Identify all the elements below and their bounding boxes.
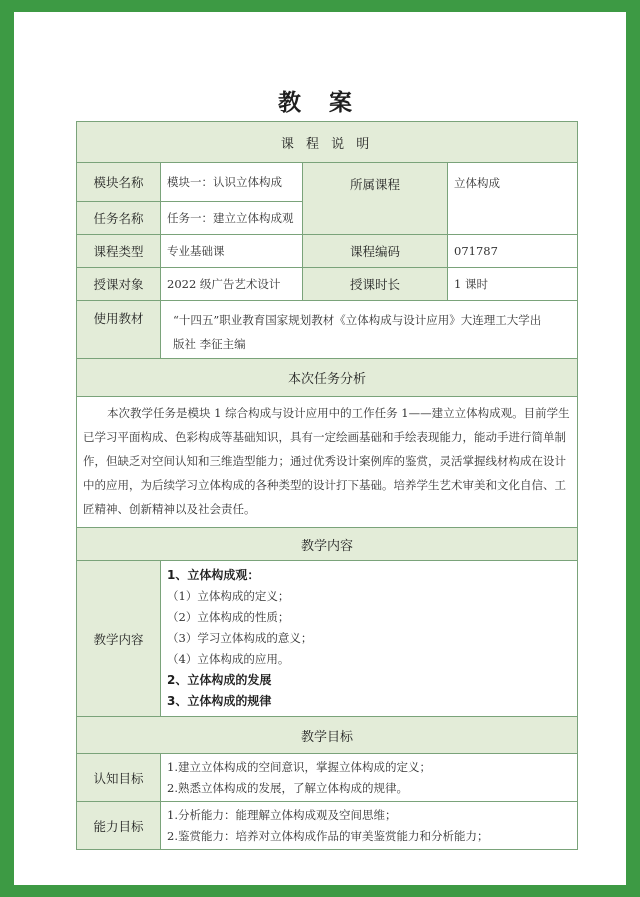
ability-list: [161, 802, 578, 850]
cognitive-label: 认知目标: [77, 754, 161, 802]
module-value: 模块一：认识立体构成: [161, 163, 303, 202]
task-analysis-header: 本次任务分析: [77, 359, 578, 397]
content-item: 1、立体构成观：: [167, 568, 260, 582]
textbook-value: [161, 301, 578, 359]
task-label: 任务名称: [77, 202, 161, 235]
task-value: 任务一：建立立体构成观: [161, 202, 303, 235]
content-item: （2）立体构成的性质；: [167, 610, 290, 624]
cognitive-item: 2.熟悉立体构成的发展，了解立体构成的规律。: [167, 780, 408, 795]
content-list: [161, 561, 578, 717]
content-item: （3）学习立体构成的意义；: [167, 631, 313, 645]
page-title: 教 案: [277, 89, 362, 116]
content-item: （4）立体构成的应用。: [167, 652, 290, 666]
cognitive-item: 1.建立立体构成的空间意识，掌握立体构成的定义；: [167, 759, 431, 774]
audience-value: 2022 级广告艺术设计: [161, 268, 303, 301]
content-item: 2、立体构成的发展: [167, 673, 272, 687]
audience-label: 授课对象: [77, 268, 161, 301]
content-item: 3、立体构成的规律: [167, 694, 272, 708]
type-label: 课程类型: [77, 235, 161, 268]
task-analysis-text: 本次教学任务是模块 1 综合构成与设计应用中的工作任务 1——建立立体构成观。目前学生已学习平面构成、色彩构成等基础知识，具有一定绘画基础和手绘表现能力，能动手进行简单制作，但缺乏对空间认知和三维造型能力；通过优秀设计案例库的鉴赏，灵活掌握线材构成在设计中的应用，为后续学习立体构成的各种类型的设计打下基础。培养学生艺术审美和文化自信、工匠精神、创新精神以及社会责任。: [77, 397, 578, 528]
lesson-plan-table: [76, 121, 578, 850]
course-value: 立体构成: [448, 163, 578, 235]
content-item: （1）立体构成的定义；: [167, 589, 290, 603]
course-label: 所属课程: [303, 163, 448, 235]
ability-item: 2.鉴赏能力：培养对立体构成作品的审美鉴赏能力和分析能力；: [167, 828, 489, 843]
textbook-line-2: 版社 李征主编: [173, 336, 246, 351]
content-header: 教学内容: [77, 528, 578, 561]
hours-label: 授课时长: [303, 268, 448, 301]
course-section-header: 课 程 说 明: [77, 122, 578, 163]
code-label: 课程编码: [303, 235, 448, 268]
textbook-label: 使用教材: [77, 301, 161, 359]
ability-item: 1.分析能力：能理解立体构成观及空间思维；: [167, 807, 397, 822]
cognitive-list: [161, 754, 578, 802]
textbook-line-1: “十四五”职业教育国家规划教材《立体构成与设计应用》大连理工大学出: [173, 312, 542, 327]
ability-label: 能力目标: [77, 802, 161, 850]
type-value: 专业基础课: [161, 235, 303, 268]
objectives-header: 教学目标: [77, 717, 578, 754]
hours-value: 1 课时: [448, 268, 578, 301]
content-label: 教学内容: [77, 561, 161, 717]
code-value: 071787: [448, 235, 578, 268]
module-label: 模块名称: [77, 163, 161, 202]
